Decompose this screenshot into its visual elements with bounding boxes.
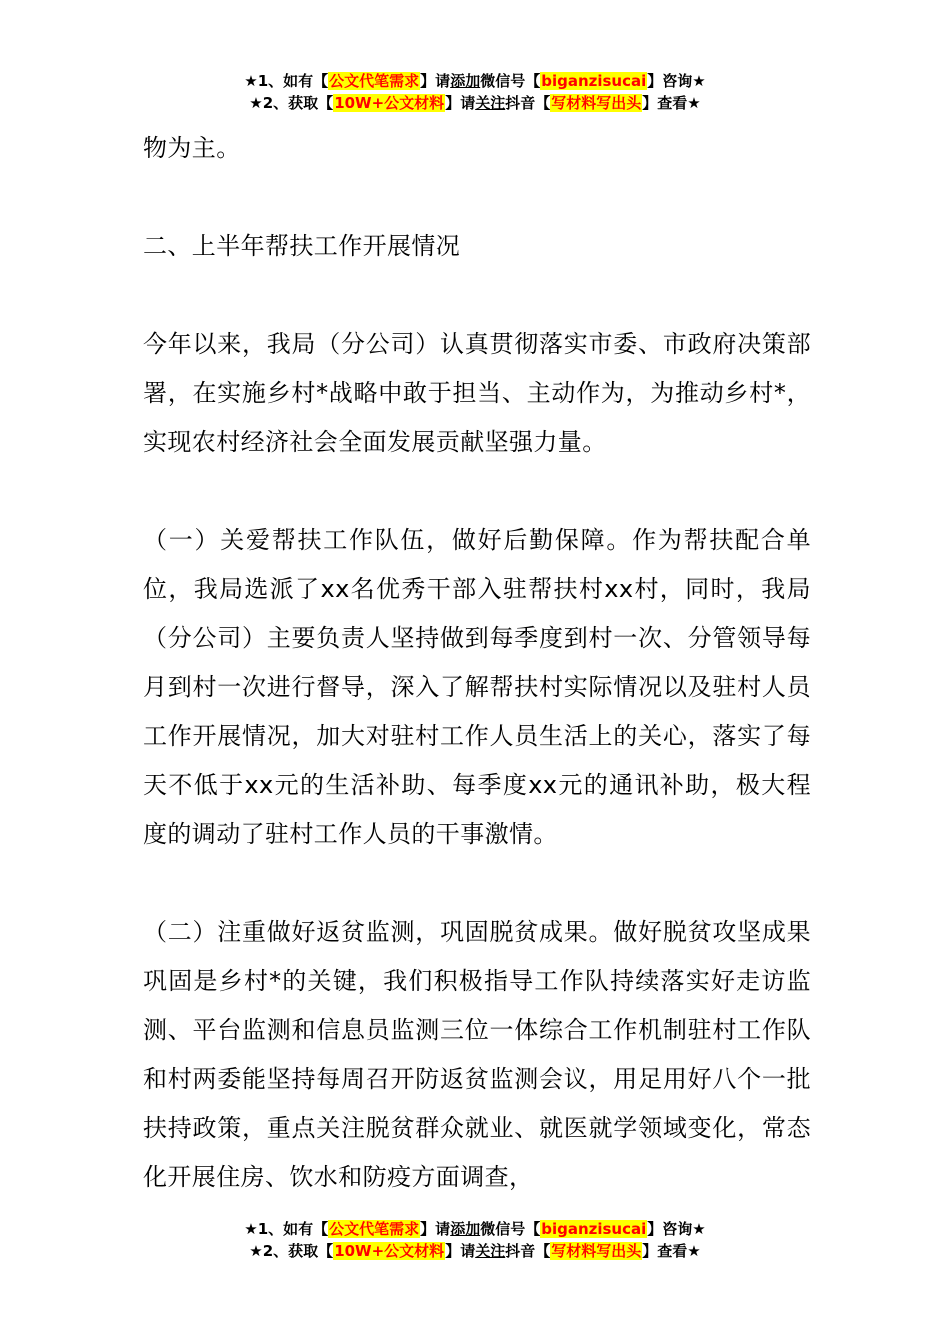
header-banner — [0, 70, 950, 114]
paragraph-intro: 今年以来，我局（分公司）认真贯彻落实市委、市政府决策部署，在实施乡村*战略中敢于担当、主动作为，为推动乡村*，实现农村经济社会全面发展贡献坚强力量。 — [143, 330, 811, 456]
paragraph-item-1: （一）关爱帮扶工作队伍，做好后勤保障。作为帮扶配合单位，我局选派了xx名优秀干部入驻帮扶村xx村，同时，我局（分公司）主要负责人坚持做到每季度到村一次、分管领导每月到村一次进行督导，深入了解帮扶村实际情况以及驻村人员工作开展情况，加大对驻村工作人员生活上的关心，落实了每天不低于xx元的生活补助、每季度xx元的通讯补助，极大程度的调动了驻村工作人员的干事激情。 — [143, 526, 811, 848]
section-heading: 二、上半年帮扶工作开展情况 — [143, 232, 461, 260]
banner-highlight: 写材料写出头 — [551, 94, 642, 112]
banner-underline: 添加 — [450, 72, 481, 90]
banner-text: 】咨询★ — [647, 1220, 706, 1238]
document-body — [143, 124, 811, 1251]
banner-text: 】请 — [420, 72, 451, 90]
banner-line-1 — [0, 70, 950, 92]
banner-highlight: biganzisucai — [541, 72, 647, 90]
banner-text: 微信号【 — [480, 72, 541, 90]
banner-text: 】查看★ — [642, 1242, 701, 1260]
banner-text: 】请 — [420, 1220, 451, 1238]
banner-text: 】请 — [445, 94, 476, 112]
banner-text: ★1、如有【 — [244, 1220, 329, 1238]
banner-text: 】请 — [445, 1242, 476, 1260]
footer-banner — [0, 1218, 950, 1262]
banner-text: 】咨询★ — [647, 72, 706, 90]
banner-highlight: 写材料写出头 — [551, 1242, 642, 1260]
banner-highlight: 10W+公文材料 — [334, 94, 445, 112]
banner-text: 微信号【 — [480, 1220, 541, 1238]
banner-highlight: 10W+公文材料 — [334, 1242, 445, 1260]
banner-text: 】查看★ — [642, 94, 701, 112]
banner-highlight: 公文代笔需求 — [329, 72, 420, 90]
banner-underline: 添加 — [450, 1220, 481, 1238]
paragraph-continuation: 物为主。 — [143, 134, 241, 162]
banner-underline: 关注 — [475, 1242, 506, 1260]
paragraph-item-2: （二）注重做好返贫监测，巩固脱贫成果。做好脱贫攻坚成果巩固是乡村*的关键，我们积极指导工作队持续落实好走访监测、平台监测和信息员监测三位一体综合工作机制驻村工作队和村两委能坚持每周召开防返贫监测会议，用足用好八个一批扶持政策，重点关注脱贫群众就业、就医就学领域变化，常态化开展住房、饮水和防疫方面调查， — [143, 918, 811, 1191]
banner-line-1 — [0, 1218, 950, 1240]
banner-text: 抖音【 — [505, 1242, 551, 1260]
banner-line-2 — [0, 92, 950, 114]
banner-text: 抖音【 — [505, 94, 551, 112]
banner-text: ★2、获取【 — [249, 94, 334, 112]
banner-highlight: 公文代笔需求 — [329, 1220, 420, 1238]
banner-underline: 关注 — [475, 94, 506, 112]
banner-line-2 — [0, 1240, 950, 1262]
banner-text: ★2、获取【 — [249, 1242, 334, 1260]
banner-highlight: biganzisucai — [541, 1220, 647, 1238]
banner-text: ★1、如有【 — [244, 72, 329, 90]
